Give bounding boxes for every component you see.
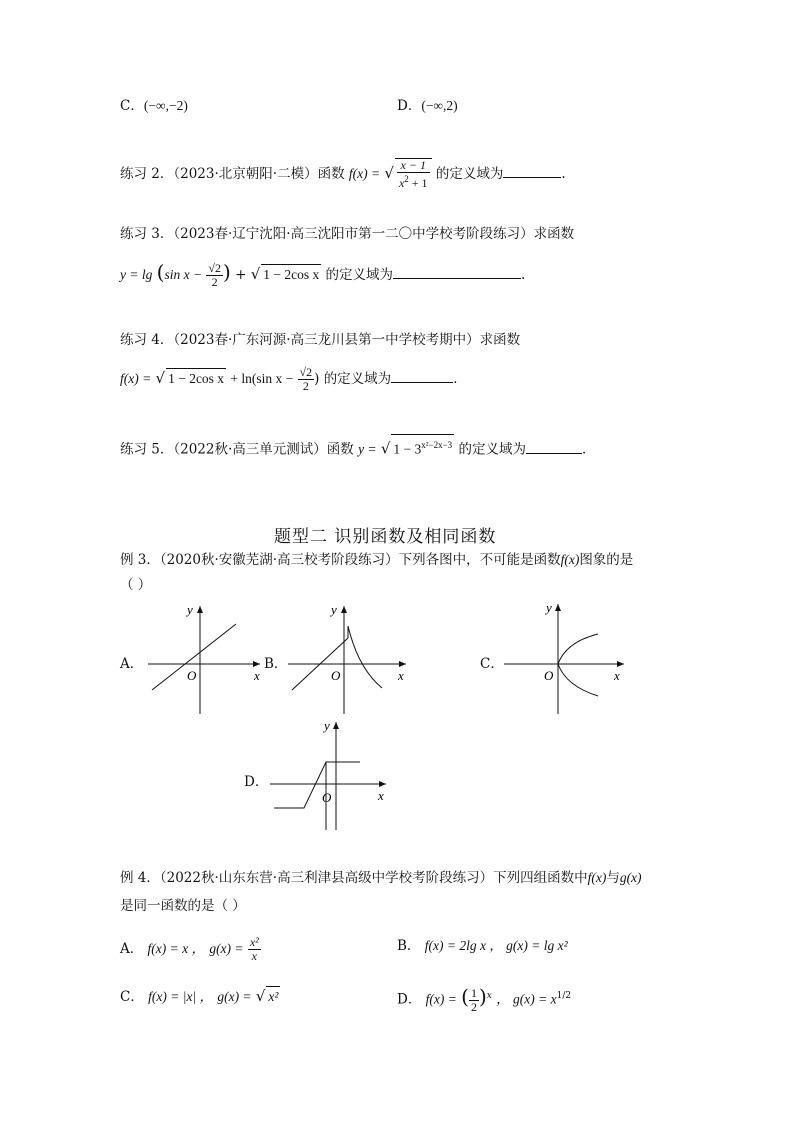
- graph-a: [140, 598, 265, 716]
- example-4-line2: 是同一函数的是（ ）: [120, 898, 246, 914]
- graph-a-label[interactable]: A．: [120, 656, 144, 672]
- x-arrow-icon: [379, 781, 386, 787]
- graph-c: [500, 598, 630, 716]
- sqrt-icon: √: [255, 987, 266, 1005]
- sqrt-icon: √: [155, 369, 166, 387]
- y-arrow-icon: [333, 722, 339, 729]
- graph-d-label[interactable]: D．: [244, 774, 269, 790]
- origin-label: O: [331, 668, 341, 683]
- y-label: y: [546, 600, 552, 615]
- answer-blank[interactable]: [393, 264, 521, 279]
- x-label: x: [254, 668, 260, 683]
- example-4-option-b[interactable]: B． f(x) = 2lg x ， g(x) = lg x²: [397, 938, 568, 954]
- example-3-line2: （ ）: [120, 577, 152, 593]
- x-label: x: [398, 668, 404, 683]
- example-4-option-c[interactable]: C． f(x) = |x| ， g(x) = √ x²: [120, 987, 279, 1005]
- sqrt-icon: √: [250, 265, 261, 283]
- answer-blank[interactable]: [503, 163, 561, 178]
- exercise-3-line1: 练习 3．（2023春·辽宁沈阳·高三沈阳市第一二〇中学校考阶段练习）求函数: [120, 226, 575, 242]
- example-4-option-a[interactable]: A． f(x) = x ， g(x) = $\frac{\text{x²}}{x}$: [120, 935, 259, 963]
- answer-blank[interactable]: [391, 368, 453, 383]
- section-title: 题型二 识别函数及相同函数: [274, 527, 497, 547]
- x-label: x: [378, 788, 384, 803]
- origin-label: O: [322, 790, 332, 805]
- y-label: y: [187, 602, 193, 617]
- graph-b-label[interactable]: B．: [264, 656, 288, 672]
- graph-d: [266, 716, 396, 832]
- exercise-4-line2: f(x) = √ 1 − 2cos x + ln(sin x − $\frac{√2}{2}$ ) 的定义域为 ．: [120, 365, 467, 393]
- example-4-line1: 例 4．（2022秋·山东东营·高三利津县高级中学校考阶段练习）下列四组函数中f(x)与g(x): [120, 870, 642, 886]
- origin-label: O: [187, 668, 197, 683]
- graph-b-curve: [348, 626, 382, 688]
- exercise-3-line2: y = lg (sin x − $\frac{√2}{2}$ ) + √ 1 − 2cos x 的定义域为 .: [120, 260, 526, 289]
- y-label: y: [331, 602, 337, 617]
- x-arrow-icon: [617, 661, 624, 667]
- x-arrow-icon: [399, 661, 406, 667]
- exercise-4-line1: 练习 4．（2023春·广东河源·高三龙川县第一中学校考期中）求函数: [120, 332, 521, 348]
- option-c-top: C．(−∞,−2): [120, 98, 188, 114]
- example-4-option-d[interactable]: D． f(x) = ( $\frac{1}{2}$ )$^x$ ， $g(x) = x^{1/2}$: [397, 984, 572, 1014]
- y-arrow-icon: [555, 604, 561, 611]
- graph-c-curve: [558, 634, 598, 696]
- y-label: y: [324, 718, 330, 733]
- x-label: x: [614, 668, 620, 683]
- y-arrow-icon: [341, 606, 347, 613]
- y-arrow-icon: [197, 606, 203, 613]
- graph-c-label[interactable]: C．: [480, 656, 504, 672]
- exercise-2: 练习 2．（2023·北京朝阳·二模）函数 f(x) = √ $\frac{x - 1}{x^2 + 1}$ 的定义域为 .: [120, 158, 566, 190]
- graph-b: [284, 598, 409, 716]
- example-3-line1: 例 3．（2020秋·安徽芜湖·高三校考阶段练习）下列各图中，不可能是函数f(x)图象的是: [120, 552, 634, 568]
- answer-blank[interactable]: [526, 439, 582, 454]
- graph-d-line: [274, 762, 360, 808]
- sqrt-icon: √: [384, 164, 394, 182]
- origin-label: O: [544, 668, 554, 683]
- option-d-top: D．(−∞,2): [397, 98, 458, 114]
- sqrt-icon: √: [380, 439, 391, 458]
- x-arrow-icon: [253, 661, 260, 667]
- exercise-5: 练习 5．（2022秋·高三单元测试）函数 y = √ $1 - 3^{x^2-2x-3}$ 的定义域为 ．: [120, 434, 595, 460]
